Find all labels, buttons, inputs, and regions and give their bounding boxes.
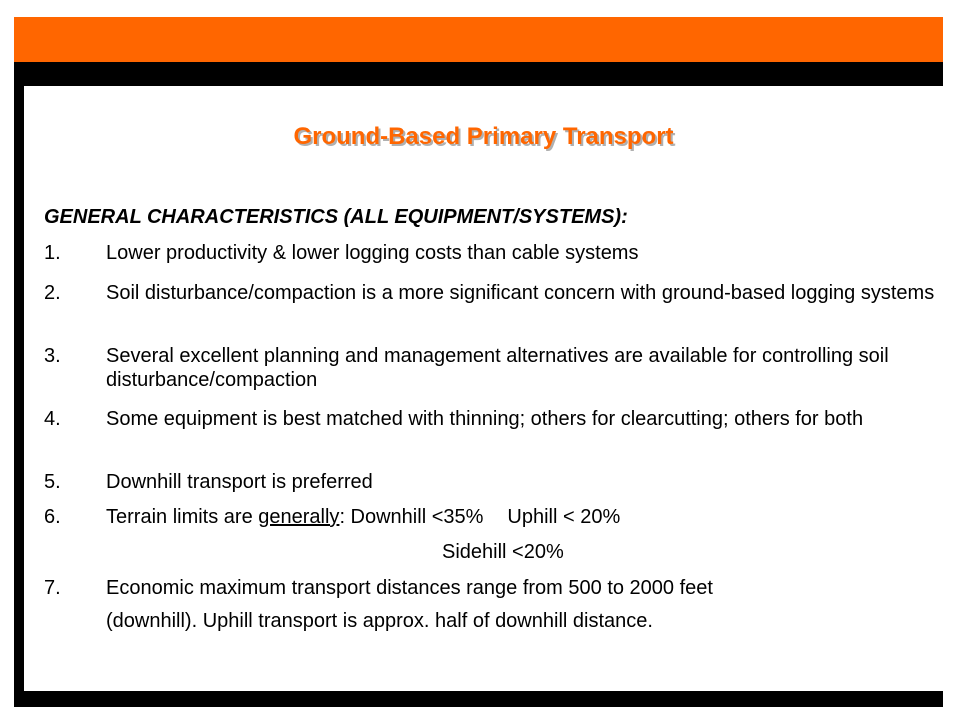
list-item bbox=[44, 470, 944, 494]
item-number: 5. bbox=[44, 471, 61, 493]
item-number: 3. bbox=[44, 345, 61, 367]
item-number: 4. bbox=[44, 408, 61, 430]
section-heading: GENERAL CHARACTERISTICS (ALL EQUIPMENT/SYSTEMS): bbox=[44, 206, 628, 228]
terrain-limits-line bbox=[106, 505, 944, 529]
orange-header-bar bbox=[14, 17, 943, 62]
list-item bbox=[44, 281, 944, 305]
item-continuation: (downhill). Uphill transport is approx. half of downhill distance. bbox=[106, 610, 653, 632]
frame-bottom-bar bbox=[14, 691, 943, 707]
generally-underlined: generally bbox=[258, 506, 340, 528]
item-text: Downhill transport is preferred bbox=[106, 471, 373, 493]
list-item bbox=[44, 576, 944, 600]
item-text: Some equipment is best matched with thinning; others for clearcutting; others for both bbox=[106, 408, 864, 430]
slide-title: Ground-Based Primary Transport bbox=[293, 123, 674, 150]
item-text: Several excellent planning and management alternatives are available for controlling soil disturbance/compaction bbox=[106, 345, 889, 391]
item-text: Economic maximum transport distances range from 500 to 2000 feet bbox=[106, 577, 713, 599]
item-text: Soil disturbance/compaction is a more significant concern with ground-based logging systems bbox=[106, 282, 935, 304]
item-text: Lower productivity & lower logging costs than cable systems bbox=[106, 242, 639, 264]
sidehill-limit: Sidehill <20% bbox=[442, 541, 564, 563]
frame-left-bar bbox=[14, 62, 24, 707]
item-number: 1. bbox=[44, 242, 61, 264]
frame-top-bar bbox=[14, 62, 943, 86]
list-item bbox=[44, 407, 944, 431]
terrain-prefix: Terrain limits are bbox=[106, 506, 259, 528]
item-number: 6. bbox=[44, 506, 61, 528]
list-item bbox=[44, 505, 944, 529]
list-item bbox=[44, 344, 944, 392]
downhill-limit: : Downhill <35% bbox=[339, 506, 484, 528]
item-number: 2. bbox=[44, 282, 61, 304]
list-item bbox=[44, 241, 944, 265]
uphill-limit: Uphill < 20% bbox=[507, 506, 621, 528]
item-number: 7. bbox=[44, 577, 61, 599]
